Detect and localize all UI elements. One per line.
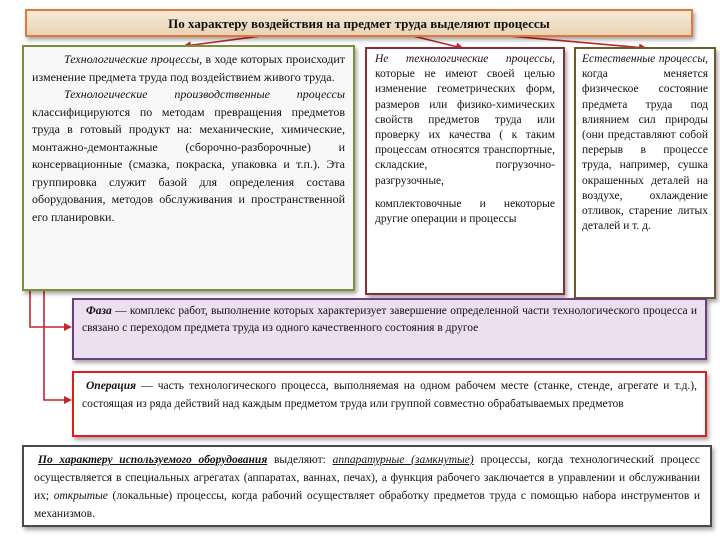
phase-term: Фаза — [86, 305, 112, 317]
operation-definition-box — [72, 371, 707, 437]
equipment-text-2: процессы, когда технологический процесс осуществляется в специальных агрегатах (аппаратах, ваннах, печах), а функция рабочего заключается в управлении и обслуживании их; — [34, 454, 701, 502]
tech-production-term: Технологические производственные процессы — [64, 87, 345, 101]
nontech-paragraph-2 — [375, 197, 555, 227]
nontech-paragraph-1 — [375, 52, 555, 189]
equipment-term-closed: аппаратурные (замкнутые) — [332, 454, 474, 466]
equipment-term-open: открытые — [53, 490, 108, 502]
tech-paragraph-2 — [32, 86, 345, 226]
tech-text: в ходе которых происходит изменение предмета труда под воздействием живого труда. — [32, 52, 345, 84]
nontech-text: которые не имеют своей целью изменение геометрических форм, размеров или физико-химических свойств предметов труда или проверку их качества ( к таким процессам относятся транспортные, складские, погрузочно-разгрузочные, — [375, 68, 555, 187]
arrow-tech-to-phase — [30, 291, 70, 327]
nontech-term: Не технологические процессы, — [375, 53, 555, 65]
natural-paragraph — [582, 52, 708, 234]
tech-paragraph-1 — [32, 51, 345, 86]
arrow-tech-to-operation — [44, 291, 70, 400]
equipment-text-1: выделяют: — [274, 454, 326, 466]
natural-term: Естественные процессы, — [582, 53, 708, 65]
operation-paragraph — [82, 377, 697, 413]
operation-text: — часть технологического процесса, выполняемая на одном рабочем месте (станке, стенде, агрегате и т.д.), состоящая из ряда действий над каждым предметом труда или группой совместно обрабатываемых предметов — [82, 380, 697, 410]
natural-processes-box — [574, 47, 716, 299]
equipment-lead: По характеру используемого оборудования — [38, 454, 268, 466]
header-title: По характеру воздействия на предмет труда выделяют процессы — [168, 16, 550, 31]
non-technological-processes-box — [365, 47, 565, 295]
phase-definition-box — [72, 298, 707, 360]
natural-text: когда меняется физическое состояние предмета труда под влиянием сил природы (они представляют собой перерыв в процессе труда, например, сушка окрашенных деталей на воздухе, охлаждение отливок, старение литых деталей и т. д. — [582, 68, 708, 233]
equipment-classification-box — [22, 445, 712, 527]
phase-paragraph — [82, 303, 697, 336]
tech-production-text: классифицируются по методам превращения предметов труда в готовый продукт на: механические, химические, монтажно-демонтажные (сборочно-разборочные) и консервационные (смазка, покраска, упаковка и т.п.). Эта группировка служит базой для определения состава оборудования, методов обслуживания и пространственной его планировки. — [32, 104, 345, 224]
technological-processes-box — [22, 45, 355, 291]
equipment-text-3: (локальные) процессы, когда рабочий осуществляет обработку предметов труда с помощью набора инструментов и механизмов. — [34, 490, 701, 520]
phase-text: — комплекс работ, выполнение которых характеризует завершение определенной части технологического процесса и связано с переходом предмета труда из одного качественного состояния в другое — [82, 305, 697, 334]
nontech-text-2: комплектовочные и некоторые другие операции и процессы — [375, 197, 555, 226]
equipment-paragraph — [34, 451, 700, 523]
header-banner — [25, 9, 693, 37]
tech-term: Технологические процессы, — [64, 52, 203, 66]
operation-term: Операция — [86, 380, 137, 392]
